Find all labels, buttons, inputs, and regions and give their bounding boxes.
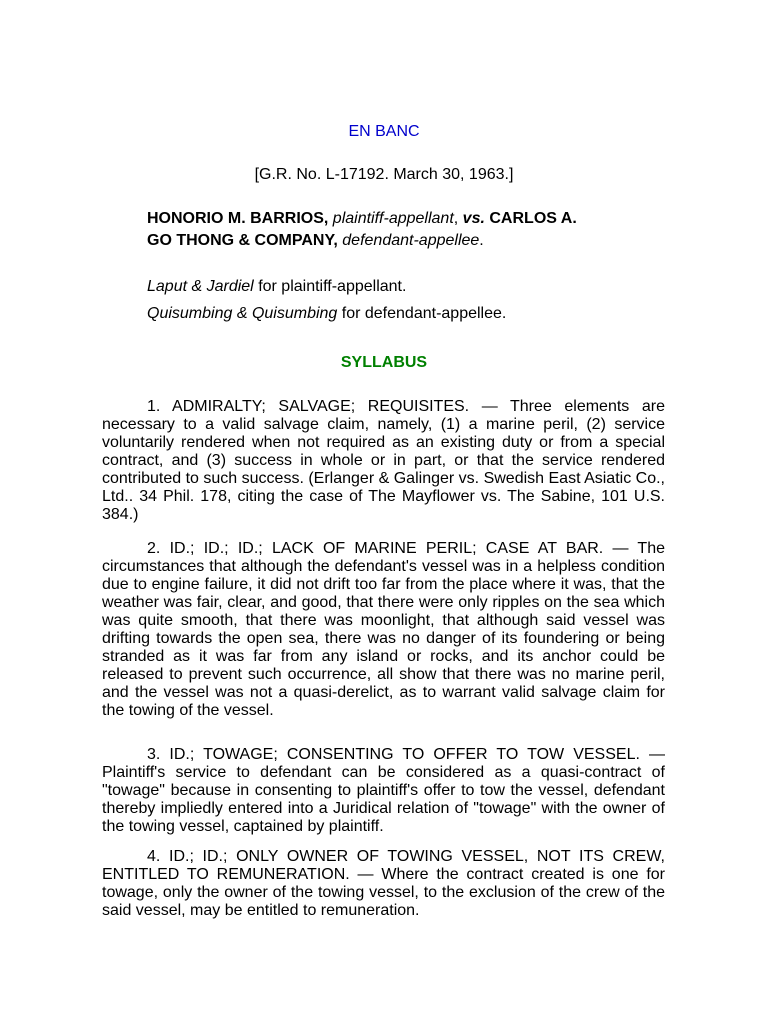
- versus-label: vs.: [462, 210, 485, 227]
- syllabus-paragraph: 3. ID.; TOWAGE; CONSENTING TO OFFER TO TOW VESSEL. — Plaintiff's service to defendant can be considered as a quasi-contract of "towage" because in consenting to plaintiff's offer to tow the vessel, defendant thereby impliedly entered into a Juridical relation of "towage" with the owner of the towing vessel, captained by plaintiff.: [102, 746, 665, 835]
- syllabus-paragraph: 1. ADMIRALTY; SALVAGE; REQUISITES. — Three elements are necessary to a valid salvage claim, namely, (1) a marine peril, (2) service voluntarily rendered when not required as an existing duty or from a special contract, and (3) success in whole or in part, or that the service rendered contributed to such success. (Erlanger & Galinger vs. Swedish East Asiatic Co., Ltd.. 34 Phil. 178, citing the case of The Mayflower vs. The Sabine, 101 U.S. 384.): [102, 398, 665, 523]
- counsel-defendant: [147, 305, 506, 323]
- counsel-firm: Quisumbing & Quisumbing: [147, 305, 338, 322]
- counsel-firm: Laput & Jardiel: [147, 278, 254, 295]
- defendant-name: CARLOS A. GO THONG & COMPANY,: [147, 210, 577, 249]
- parties-period: .: [479, 232, 484, 249]
- counsel-for: for plaintiff-appellant.: [258, 278, 407, 295]
- parties-comma: ,: [453, 210, 459, 227]
- plaintiff-name: HONORIO M. BARRIOS,: [147, 210, 329, 227]
- syllabus-paragraph: 2. ID.; ID.; ID.; LACK OF MARINE PERIL; CASE AT BAR. — The circumstances that although the defendant's vessel was in a helpless condition due to engine failure, it did not drift too far from the place where it was, that the weather was fair, clear, and good, that there were only ripples on the sea which was quite smooth, that there was moonlight, that although said vessel was drifting towards the open sea, there was no danger of its foundering or being stranded as it was far from any island or rocks, and its anchor could be released to prevent such occurrence, all show that there was no marine peril, and the vessel was not a quasi-derelict, as to warrant valid salvage claim for the towing of the vessel.: [102, 540, 665, 719]
- syllabus-heading: SYLLABUS: [340, 354, 428, 371]
- syllabus-paragraph: 4. ID.; ID.; ONLY OWNER OF TOWING VESSEL, NOT ITS CREW, ENTITLED TO REMUNERATION. — Where the contract created is one for towage, only the owner of the towing vessel, to the exclusion of the crew of the said vessel, may be entitled to remuneration.: [102, 848, 665, 919]
- case-number: [G.R. No. L-17192. March 30, 1963.]: [254, 166, 514, 183]
- case-parties: [147, 208, 577, 252]
- counsel-plaintiff: [147, 278, 406, 296]
- defendant-role: defendant-appellee: [342, 232, 480, 249]
- plaintiff-role: plaintiff-appellant: [332, 210, 454, 227]
- counsel-for: for defendant-appellee.: [341, 305, 507, 322]
- court-division-heading: EN BANC: [348, 123, 420, 140]
